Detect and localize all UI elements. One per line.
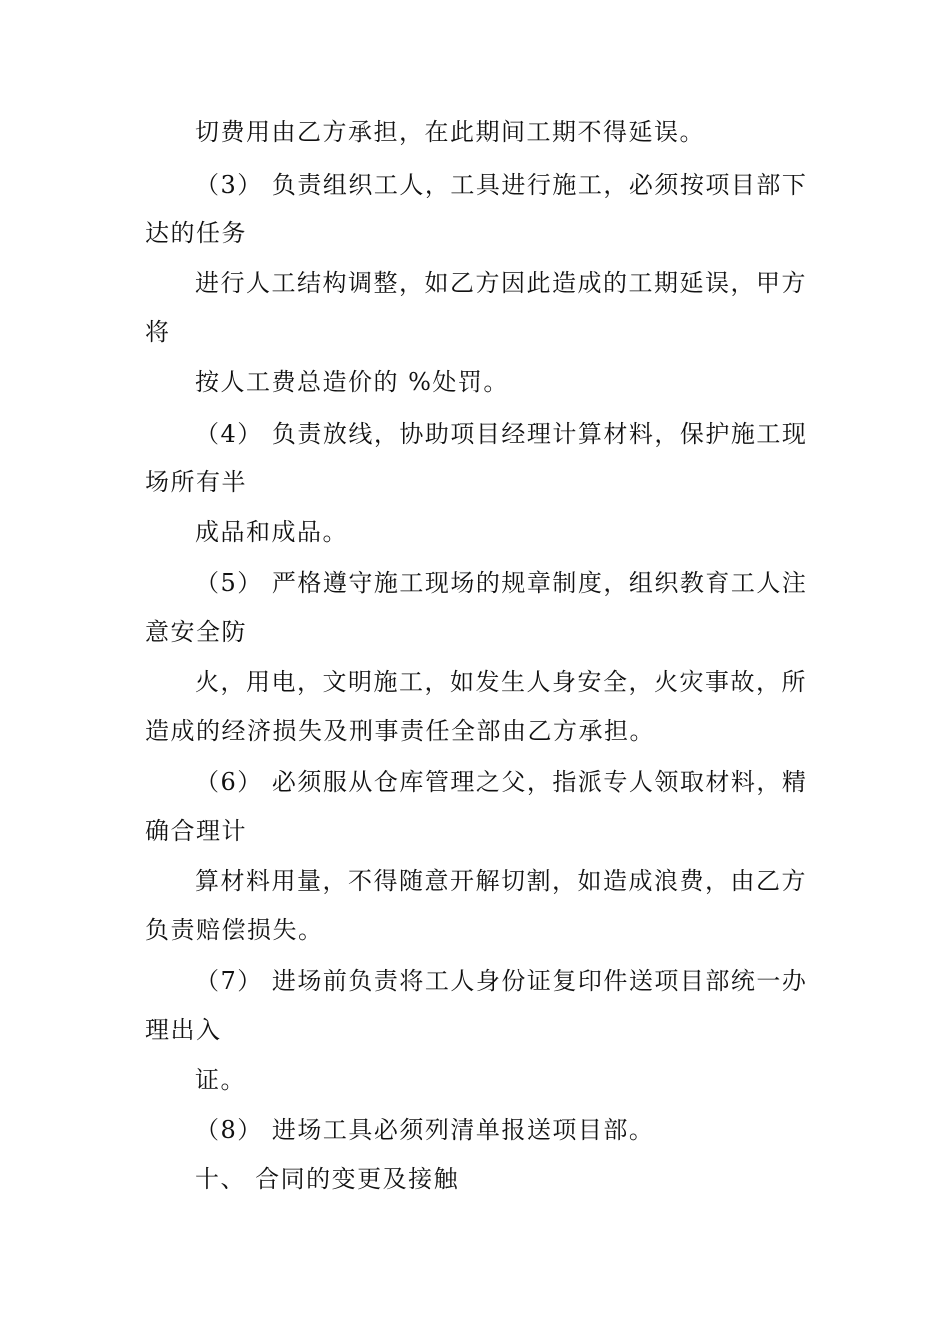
paragraph-line: （7） 进场前负责将工人身份证复印件送项目部统一办: [195, 967, 808, 995]
paragraph-line: 成品和成品。: [195, 518, 348, 546]
paragraph-line: （3） 负责组织工人，工具进行施工，必须按项目部下: [195, 171, 808, 199]
paragraph-line: 确合理计: [145, 817, 247, 845]
paragraph-line: （5） 严格遵守施工现场的规章制度，组织教育工人注: [195, 569, 808, 597]
paragraph-line: 算材料用量，不得随意开解切割，如造成浪费，由乙方: [195, 867, 807, 895]
paragraph-line: 进行人工结构调整，如乙方因此造成的工期延误，甲方: [195, 269, 807, 297]
paragraph-line: 负责赔偿损失。: [145, 916, 324, 944]
section-heading: 十、 合同的变更及接触: [195, 1165, 460, 1193]
paragraph-line: 意安全防: [145, 618, 247, 646]
paragraph-line: （4） 负责放线，协助项目经理计算材料，保护施工现: [195, 420, 808, 448]
paragraph-line: （8） 进场工具必须列清单报送项目部。: [195, 1116, 655, 1144]
paragraph-line: 将: [145, 318, 171, 346]
paragraph-line: 切费用由乙方承担，在此期间工期不得延误。: [195, 118, 705, 146]
paragraph-line: 场所有半: [145, 468, 247, 496]
paragraph-line: 证。: [195, 1066, 246, 1094]
paragraph-line: 按人工费总造价的 %处罚。: [195, 368, 509, 396]
paragraph-line: 达的任务: [145, 219, 247, 247]
paragraph-line: （6） 必须服从仓库管理之父，指派专人领取材料，精: [195, 768, 808, 796]
paragraph-line: 火，用电，文明施工，如发生人身安全，火灾事故，所: [195, 668, 807, 696]
paragraph-line: 理出入: [145, 1016, 222, 1044]
paragraph-line: 造成的经济损失及刑事责任全部由乙方承担。: [145, 717, 655, 745]
